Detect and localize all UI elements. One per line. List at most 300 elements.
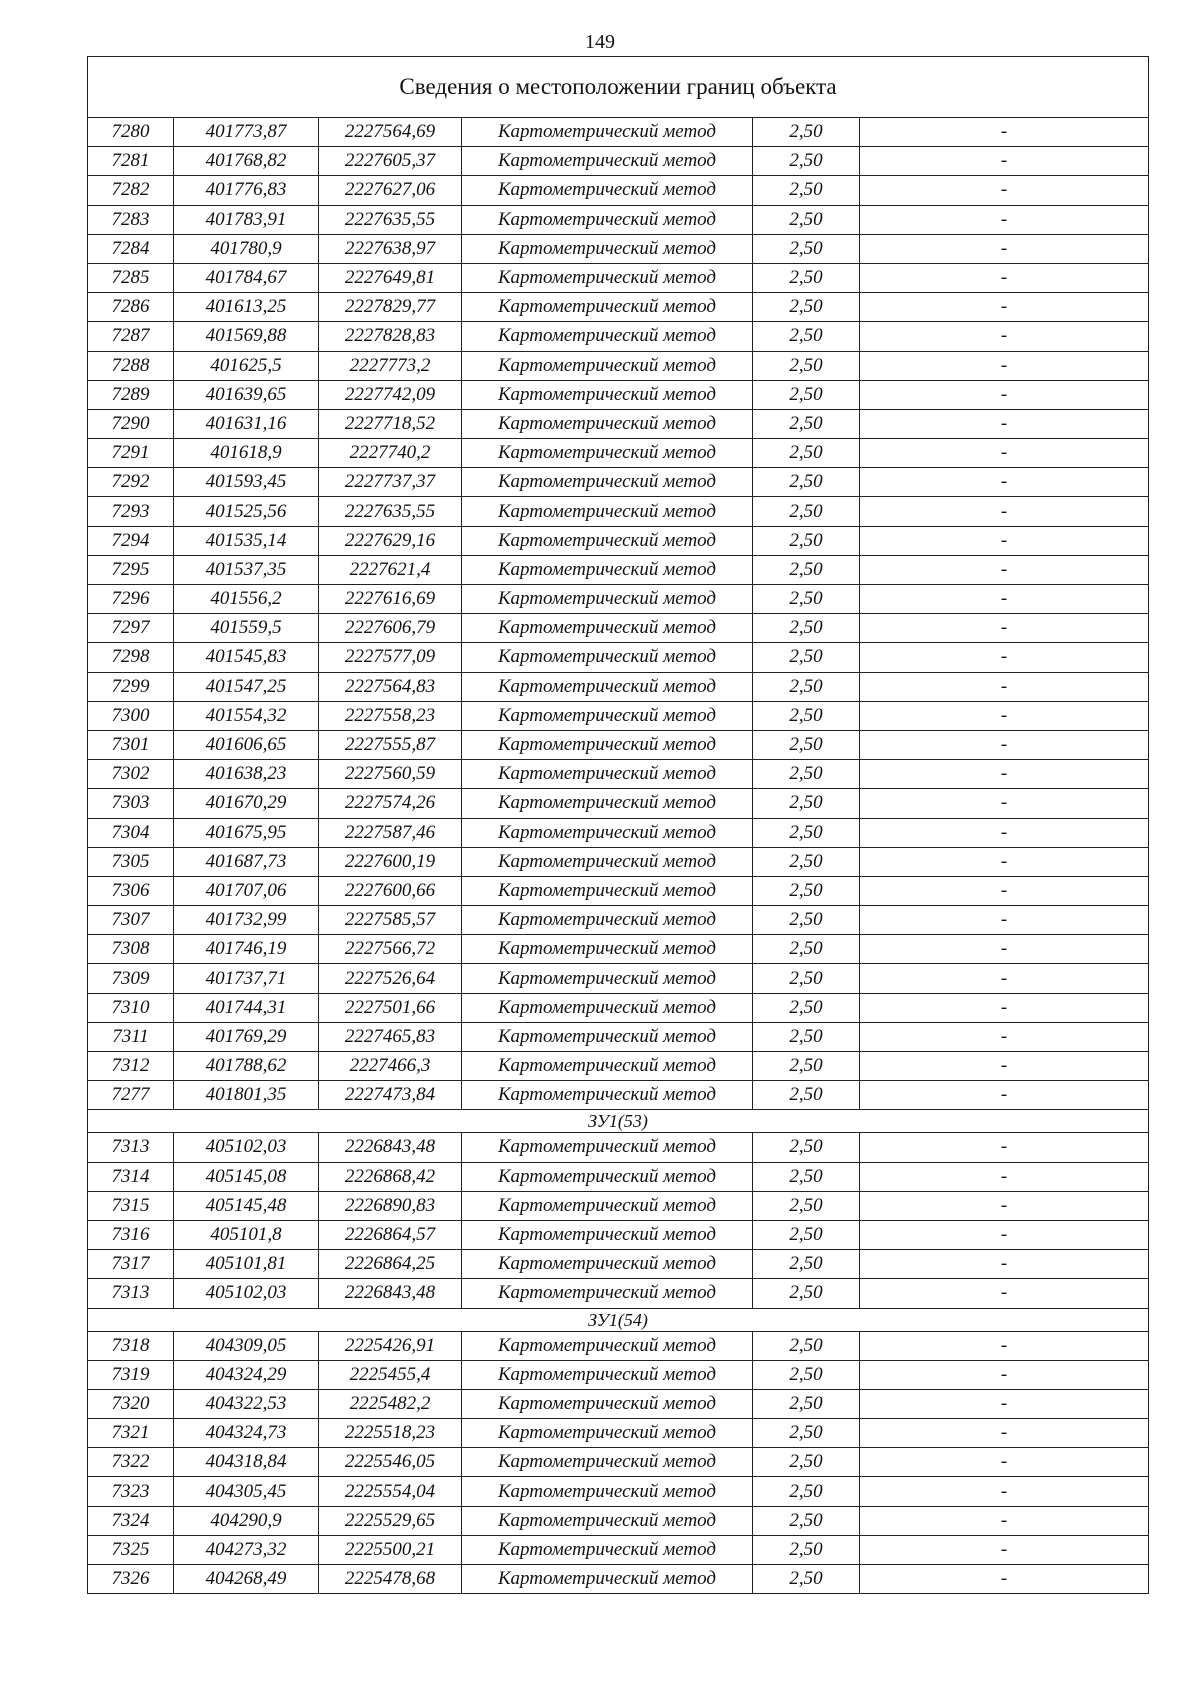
method-cell: Картометрический метод xyxy=(462,147,753,176)
point-number-cell: 7289 xyxy=(88,380,174,409)
method-cell: Картометрический метод xyxy=(462,468,753,497)
point-number-cell: 7293 xyxy=(88,497,174,526)
y-coordinate-cell: 2227587,46 xyxy=(319,818,462,847)
accuracy-cell: 2,50 xyxy=(753,1360,860,1389)
point-number-cell: 7307 xyxy=(88,906,174,935)
table-row xyxy=(88,293,1149,322)
point-number-cell: 7318 xyxy=(88,1331,174,1360)
description-cell: - xyxy=(860,322,1149,351)
method-cell: Картометрический метод xyxy=(462,380,753,409)
x-coordinate-cell: 404305,45 xyxy=(174,1477,319,1506)
accuracy-cell: 2,50 xyxy=(753,409,860,438)
accuracy-cell: 2,50 xyxy=(753,351,860,380)
accuracy-cell: 2,50 xyxy=(753,760,860,789)
description-cell: - xyxy=(860,1389,1149,1418)
point-number-cell: 7305 xyxy=(88,847,174,876)
method-cell: Картометрический метод xyxy=(462,1052,753,1081)
accuracy-cell: 2,50 xyxy=(753,1565,860,1594)
y-coordinate-cell: 2227473,84 xyxy=(319,1081,462,1110)
point-number-cell: 7313 xyxy=(88,1279,174,1308)
description-cell: - xyxy=(860,351,1149,380)
point-number-cell: 7285 xyxy=(88,263,174,292)
description-cell: - xyxy=(860,964,1149,993)
description-cell: - xyxy=(860,847,1149,876)
y-coordinate-cell: 2227638,97 xyxy=(319,234,462,263)
x-coordinate-cell: 401569,88 xyxy=(174,322,319,351)
point-number-cell: 7316 xyxy=(88,1220,174,1249)
accuracy-cell: 2,50 xyxy=(753,1022,860,1051)
y-coordinate-cell: 2227564,83 xyxy=(319,672,462,701)
table-row xyxy=(88,1133,1149,1162)
y-coordinate-cell: 2227718,52 xyxy=(319,409,462,438)
method-cell: Картометрический метод xyxy=(462,614,753,643)
description-cell: - xyxy=(860,614,1149,643)
description-cell: - xyxy=(860,1565,1149,1594)
table-row xyxy=(88,818,1149,847)
method-cell: Картометрический метод xyxy=(462,1331,753,1360)
method-cell: Картометрический метод xyxy=(462,1535,753,1564)
method-cell: Картометрический метод xyxy=(462,1360,753,1389)
method-cell: Картометрический метод xyxy=(462,789,753,818)
method-cell: Картометрический метод xyxy=(462,1279,753,1308)
table-row xyxy=(88,1360,1149,1389)
x-coordinate-cell: 404273,32 xyxy=(174,1535,319,1564)
table-row xyxy=(88,322,1149,351)
y-coordinate-cell: 2227526,64 xyxy=(319,964,462,993)
table-row xyxy=(88,234,1149,263)
accuracy-cell: 2,50 xyxy=(753,497,860,526)
accuracy-cell: 2,50 xyxy=(753,380,860,409)
x-coordinate-cell: 404322,53 xyxy=(174,1389,319,1418)
accuracy-cell: 2,50 xyxy=(753,322,860,351)
point-number-cell: 7322 xyxy=(88,1448,174,1477)
description-cell: - xyxy=(860,439,1149,468)
description-cell: - xyxy=(860,118,1149,147)
description-cell: - xyxy=(860,701,1149,730)
y-coordinate-cell: 2227555,87 xyxy=(319,730,462,759)
y-coordinate-cell: 2227635,55 xyxy=(319,205,462,234)
x-coordinate-cell: 405101,8 xyxy=(174,1220,319,1249)
accuracy-cell: 2,50 xyxy=(753,964,860,993)
table-row xyxy=(88,1331,1149,1360)
point-number-cell: 7280 xyxy=(88,118,174,147)
accuracy-cell: 2,50 xyxy=(753,818,860,847)
x-coordinate-cell: 401783,91 xyxy=(174,205,319,234)
y-coordinate-cell: 2227829,77 xyxy=(319,293,462,322)
table-title-row xyxy=(88,57,1149,118)
y-coordinate-cell: 2225529,65 xyxy=(319,1506,462,1535)
point-number-cell: 7288 xyxy=(88,351,174,380)
y-coordinate-cell: 2227629,16 xyxy=(319,526,462,555)
accuracy-cell: 2,50 xyxy=(753,293,860,322)
table-row xyxy=(88,147,1149,176)
table-row xyxy=(88,1279,1149,1308)
accuracy-cell: 2,50 xyxy=(753,614,860,643)
x-coordinate-cell: 401737,71 xyxy=(174,964,319,993)
table-row xyxy=(88,1419,1149,1448)
x-coordinate-cell: 401535,14 xyxy=(174,526,319,555)
x-coordinate-cell: 401638,23 xyxy=(174,760,319,789)
accuracy-cell: 2,50 xyxy=(753,993,860,1022)
method-cell: Картометрический метод xyxy=(462,876,753,905)
x-coordinate-cell: 404318,84 xyxy=(174,1448,319,1477)
point-number-cell: 7300 xyxy=(88,701,174,730)
method-cell: Картометрический метод xyxy=(462,1506,753,1535)
point-number-cell: 7314 xyxy=(88,1162,174,1191)
method-cell: Картометрический метод xyxy=(462,263,753,292)
method-cell: Картометрический метод xyxy=(462,1565,753,1594)
y-coordinate-cell: 2227600,66 xyxy=(319,876,462,905)
method-cell: Картометрический метод xyxy=(462,497,753,526)
x-coordinate-cell: 401556,2 xyxy=(174,585,319,614)
y-coordinate-cell: 2227600,19 xyxy=(319,847,462,876)
table-row xyxy=(88,439,1149,468)
description-cell: - xyxy=(860,1162,1149,1191)
table-row xyxy=(88,643,1149,672)
point-number-cell: 7325 xyxy=(88,1535,174,1564)
accuracy-cell: 2,50 xyxy=(753,1419,860,1448)
accuracy-cell: 2,50 xyxy=(753,730,860,759)
table-row xyxy=(88,1250,1149,1279)
y-coordinate-cell: 2227465,83 xyxy=(319,1022,462,1051)
point-number-cell: 7311 xyxy=(88,1022,174,1051)
table-row xyxy=(88,1081,1149,1110)
table-row xyxy=(88,876,1149,905)
table-row xyxy=(88,555,1149,584)
point-number-cell: 7308 xyxy=(88,935,174,964)
y-coordinate-cell: 2227635,55 xyxy=(319,497,462,526)
table-row xyxy=(88,468,1149,497)
y-coordinate-cell: 2227501,66 xyxy=(319,993,462,1022)
description-cell: - xyxy=(860,1052,1149,1081)
table-row xyxy=(88,497,1149,526)
y-coordinate-cell: 2227740,2 xyxy=(319,439,462,468)
method-cell: Картометрический метод xyxy=(462,1389,753,1418)
accuracy-cell: 2,50 xyxy=(753,876,860,905)
description-cell: - xyxy=(860,585,1149,614)
accuracy-cell: 2,50 xyxy=(753,906,860,935)
x-coordinate-cell: 401631,16 xyxy=(174,409,319,438)
accuracy-cell: 2,50 xyxy=(753,439,860,468)
y-coordinate-cell: 2227560,59 xyxy=(319,760,462,789)
description-cell: - xyxy=(860,1360,1149,1389)
point-number-cell: 7286 xyxy=(88,293,174,322)
point-number-cell: 7296 xyxy=(88,585,174,614)
point-number-cell: 7283 xyxy=(88,205,174,234)
point-number-cell: 7321 xyxy=(88,1419,174,1448)
description-cell: - xyxy=(860,1419,1149,1448)
description-cell: - xyxy=(860,263,1149,292)
point-number-cell: 7295 xyxy=(88,555,174,584)
point-number-cell: 7302 xyxy=(88,760,174,789)
description-cell: - xyxy=(860,205,1149,234)
table-row xyxy=(88,118,1149,147)
point-number-cell: 7309 xyxy=(88,964,174,993)
x-coordinate-cell: 401784,67 xyxy=(174,263,319,292)
y-coordinate-cell: 2226868,42 xyxy=(319,1162,462,1191)
point-number-cell: 7319 xyxy=(88,1360,174,1389)
table-row xyxy=(88,1565,1149,1594)
y-coordinate-cell: 2227466,3 xyxy=(319,1052,462,1081)
description-cell: - xyxy=(860,1448,1149,1477)
x-coordinate-cell: 401559,5 xyxy=(174,614,319,643)
accuracy-cell: 2,50 xyxy=(753,847,860,876)
x-coordinate-cell: 401525,56 xyxy=(174,497,319,526)
x-coordinate-cell: 401788,62 xyxy=(174,1052,319,1081)
method-cell: Картометрический метод xyxy=(462,555,753,584)
y-coordinate-cell: 2227585,57 xyxy=(319,906,462,935)
section-label: ЗУ1(53) xyxy=(88,1110,1149,1133)
x-coordinate-cell: 401687,73 xyxy=(174,847,319,876)
accuracy-cell: 2,50 xyxy=(753,672,860,701)
y-coordinate-cell: 2227737,37 xyxy=(319,468,462,497)
accuracy-cell: 2,50 xyxy=(753,1191,860,1220)
x-coordinate-cell: 401670,29 xyxy=(174,789,319,818)
accuracy-cell: 2,50 xyxy=(753,1389,860,1418)
accuracy-cell: 2,50 xyxy=(753,789,860,818)
method-cell: Картометрический метод xyxy=(462,322,753,351)
method-cell: Картометрический метод xyxy=(462,672,753,701)
table-row xyxy=(88,351,1149,380)
table-row xyxy=(88,409,1149,438)
x-coordinate-cell: 405101,81 xyxy=(174,1250,319,1279)
y-coordinate-cell: 2227773,2 xyxy=(319,351,462,380)
description-cell: - xyxy=(860,1191,1149,1220)
x-coordinate-cell: 401537,35 xyxy=(174,555,319,584)
table-row xyxy=(88,1389,1149,1418)
point-number-cell: 7324 xyxy=(88,1506,174,1535)
accuracy-cell: 2,50 xyxy=(753,555,860,584)
y-coordinate-cell: 2227616,69 xyxy=(319,585,462,614)
accuracy-cell: 2,50 xyxy=(753,526,860,555)
method-cell: Картометрический метод xyxy=(462,993,753,1022)
point-number-cell: 7299 xyxy=(88,672,174,701)
description-cell: - xyxy=(860,409,1149,438)
method-cell: Картометрический метод xyxy=(462,205,753,234)
section-label: ЗУ1(54) xyxy=(88,1308,1149,1331)
point-number-cell: 7277 xyxy=(88,1081,174,1110)
description-cell: - xyxy=(860,1081,1149,1110)
description-cell: - xyxy=(860,526,1149,555)
accuracy-cell: 2,50 xyxy=(753,1133,860,1162)
x-coordinate-cell: 405102,03 xyxy=(174,1133,319,1162)
table-row xyxy=(88,1477,1149,1506)
table-row xyxy=(88,176,1149,205)
y-coordinate-cell: 2226843,48 xyxy=(319,1133,462,1162)
accuracy-cell: 2,50 xyxy=(753,1477,860,1506)
accuracy-cell: 2,50 xyxy=(753,585,860,614)
description-cell: - xyxy=(860,789,1149,818)
description-cell: - xyxy=(860,1133,1149,1162)
accuracy-cell: 2,50 xyxy=(753,118,860,147)
x-coordinate-cell: 401776,83 xyxy=(174,176,319,205)
description-cell: - xyxy=(860,1220,1149,1249)
point-number-cell: 7323 xyxy=(88,1477,174,1506)
x-coordinate-cell: 401675,95 xyxy=(174,818,319,847)
x-coordinate-cell: 401801,35 xyxy=(174,1081,319,1110)
accuracy-cell: 2,50 xyxy=(753,1506,860,1535)
accuracy-cell: 2,50 xyxy=(753,643,860,672)
point-number-cell: 7315 xyxy=(88,1191,174,1220)
y-coordinate-cell: 2227605,37 xyxy=(319,147,462,176)
table-row xyxy=(88,1220,1149,1249)
x-coordinate-cell: 401744,31 xyxy=(174,993,319,1022)
description-cell: - xyxy=(860,293,1149,322)
accuracy-cell: 2,50 xyxy=(753,935,860,964)
method-cell: Картометрический метод xyxy=(462,1448,753,1477)
y-coordinate-cell: 2226843,48 xyxy=(319,1279,462,1308)
x-coordinate-cell: 404324,29 xyxy=(174,1360,319,1389)
section-header-row xyxy=(88,1308,1149,1331)
table-row xyxy=(88,789,1149,818)
accuracy-cell: 2,50 xyxy=(753,1279,860,1308)
point-number-cell: 7292 xyxy=(88,468,174,497)
accuracy-cell: 2,50 xyxy=(753,234,860,263)
page-number: 149 xyxy=(585,31,615,53)
x-coordinate-cell: 401769,29 xyxy=(174,1022,319,1051)
table-row xyxy=(88,614,1149,643)
method-cell: Картометрический метод xyxy=(462,1477,753,1506)
table-row xyxy=(88,760,1149,789)
table-row xyxy=(88,1162,1149,1191)
method-cell: Картометрический метод xyxy=(462,526,753,555)
x-coordinate-cell: 405102,03 xyxy=(174,1279,319,1308)
x-coordinate-cell: 404268,49 xyxy=(174,1565,319,1594)
point-number-cell: 7312 xyxy=(88,1052,174,1081)
y-coordinate-cell: 2225518,23 xyxy=(319,1419,462,1448)
y-coordinate-cell: 2227566,72 xyxy=(319,935,462,964)
x-coordinate-cell: 401613,25 xyxy=(174,293,319,322)
point-number-cell: 7287 xyxy=(88,322,174,351)
y-coordinate-cell: 2227558,23 xyxy=(319,701,462,730)
accuracy-cell: 2,50 xyxy=(753,468,860,497)
table-row xyxy=(88,263,1149,292)
x-coordinate-cell: 405145,08 xyxy=(174,1162,319,1191)
x-coordinate-cell: 404309,05 xyxy=(174,1331,319,1360)
accuracy-cell: 2,50 xyxy=(753,1081,860,1110)
y-coordinate-cell: 2225546,05 xyxy=(319,1448,462,1477)
accuracy-cell: 2,50 xyxy=(753,1220,860,1249)
y-coordinate-cell: 2225500,21 xyxy=(319,1535,462,1564)
point-number-cell: 7320 xyxy=(88,1389,174,1418)
table-row xyxy=(88,1022,1149,1051)
point-number-cell: 7294 xyxy=(88,526,174,555)
y-coordinate-cell: 2227564,69 xyxy=(319,118,462,147)
point-number-cell: 7317 xyxy=(88,1250,174,1279)
method-cell: Картометрический метод xyxy=(462,1133,753,1162)
y-coordinate-cell: 2225455,4 xyxy=(319,1360,462,1389)
table-title: Сведения о местоположении границ объекта xyxy=(88,57,1149,118)
description-cell: - xyxy=(860,234,1149,263)
y-coordinate-cell: 2227606,79 xyxy=(319,614,462,643)
x-coordinate-cell: 401768,82 xyxy=(174,147,319,176)
description-cell: - xyxy=(860,1535,1149,1564)
y-coordinate-cell: 2225426,91 xyxy=(319,1331,462,1360)
section-header-row xyxy=(88,1110,1149,1133)
point-number-cell: 7297 xyxy=(88,614,174,643)
x-coordinate-cell: 404290,9 xyxy=(174,1506,319,1535)
accuracy-cell: 2,50 xyxy=(753,176,860,205)
description-cell: - xyxy=(860,497,1149,526)
x-coordinate-cell: 401732,99 xyxy=(174,906,319,935)
description-cell: - xyxy=(860,147,1149,176)
point-number-cell: 7284 xyxy=(88,234,174,263)
accuracy-cell: 2,50 xyxy=(753,147,860,176)
description-cell: - xyxy=(860,643,1149,672)
description-cell: - xyxy=(860,730,1149,759)
description-cell: - xyxy=(860,993,1149,1022)
point-number-cell: 7301 xyxy=(88,730,174,759)
x-coordinate-cell: 401554,32 xyxy=(174,701,319,730)
description-cell: - xyxy=(860,468,1149,497)
method-cell: Картометрический метод xyxy=(462,118,753,147)
table-row xyxy=(88,672,1149,701)
description-cell: - xyxy=(860,1022,1149,1051)
table-row xyxy=(88,380,1149,409)
table-row xyxy=(88,993,1149,1022)
description-cell: - xyxy=(860,935,1149,964)
y-coordinate-cell: 2227649,81 xyxy=(319,263,462,292)
method-cell: Картометрический метод xyxy=(462,234,753,263)
method-cell: Картометрический метод xyxy=(462,1081,753,1110)
point-number-cell: 7303 xyxy=(88,789,174,818)
method-cell: Картометрический метод xyxy=(462,1419,753,1448)
y-coordinate-cell: 2227577,09 xyxy=(319,643,462,672)
y-coordinate-cell: 2226864,25 xyxy=(319,1250,462,1279)
x-coordinate-cell: 401746,19 xyxy=(174,935,319,964)
point-number-cell: 7313 xyxy=(88,1133,174,1162)
description-cell: - xyxy=(860,555,1149,584)
method-cell: Картометрический метод xyxy=(462,701,753,730)
x-coordinate-cell: 401547,25 xyxy=(174,672,319,701)
description-cell: - xyxy=(860,1506,1149,1535)
point-number-cell: 7290 xyxy=(88,409,174,438)
x-coordinate-cell: 401707,06 xyxy=(174,876,319,905)
description-cell: - xyxy=(860,818,1149,847)
y-coordinate-cell: 2227627,06 xyxy=(319,176,462,205)
table-row xyxy=(88,526,1149,555)
description-cell: - xyxy=(860,876,1149,905)
table-row xyxy=(88,585,1149,614)
point-number-cell: 7304 xyxy=(88,818,174,847)
method-cell: Картометрический метод xyxy=(462,1022,753,1051)
description-cell: - xyxy=(860,760,1149,789)
method-cell: Картометрический метод xyxy=(462,176,753,205)
method-cell: Картометрический метод xyxy=(462,935,753,964)
description-cell: - xyxy=(860,1279,1149,1308)
description-cell: - xyxy=(860,380,1149,409)
y-coordinate-cell: 2225482,2 xyxy=(319,1389,462,1418)
method-cell: Картометрический метод xyxy=(462,409,753,438)
method-cell: Картометрический метод xyxy=(462,643,753,672)
y-coordinate-cell: 2227621,4 xyxy=(319,555,462,584)
method-cell: Картометрический метод xyxy=(462,1250,753,1279)
method-cell: Картометрический метод xyxy=(462,293,753,322)
point-number-cell: 7282 xyxy=(88,176,174,205)
y-coordinate-cell: 2226890,83 xyxy=(319,1191,462,1220)
x-coordinate-cell: 401593,45 xyxy=(174,468,319,497)
description-cell: - xyxy=(860,1331,1149,1360)
x-coordinate-cell: 401545,83 xyxy=(174,643,319,672)
point-number-cell: 7281 xyxy=(88,147,174,176)
y-coordinate-cell: 2227574,26 xyxy=(319,789,462,818)
table-row xyxy=(88,701,1149,730)
point-number-cell: 7298 xyxy=(88,643,174,672)
y-coordinate-cell: 2225554,04 xyxy=(319,1477,462,1506)
accuracy-cell: 2,50 xyxy=(753,205,860,234)
accuracy-cell: 2,50 xyxy=(753,1052,860,1081)
method-cell: Картометрический метод xyxy=(462,730,753,759)
